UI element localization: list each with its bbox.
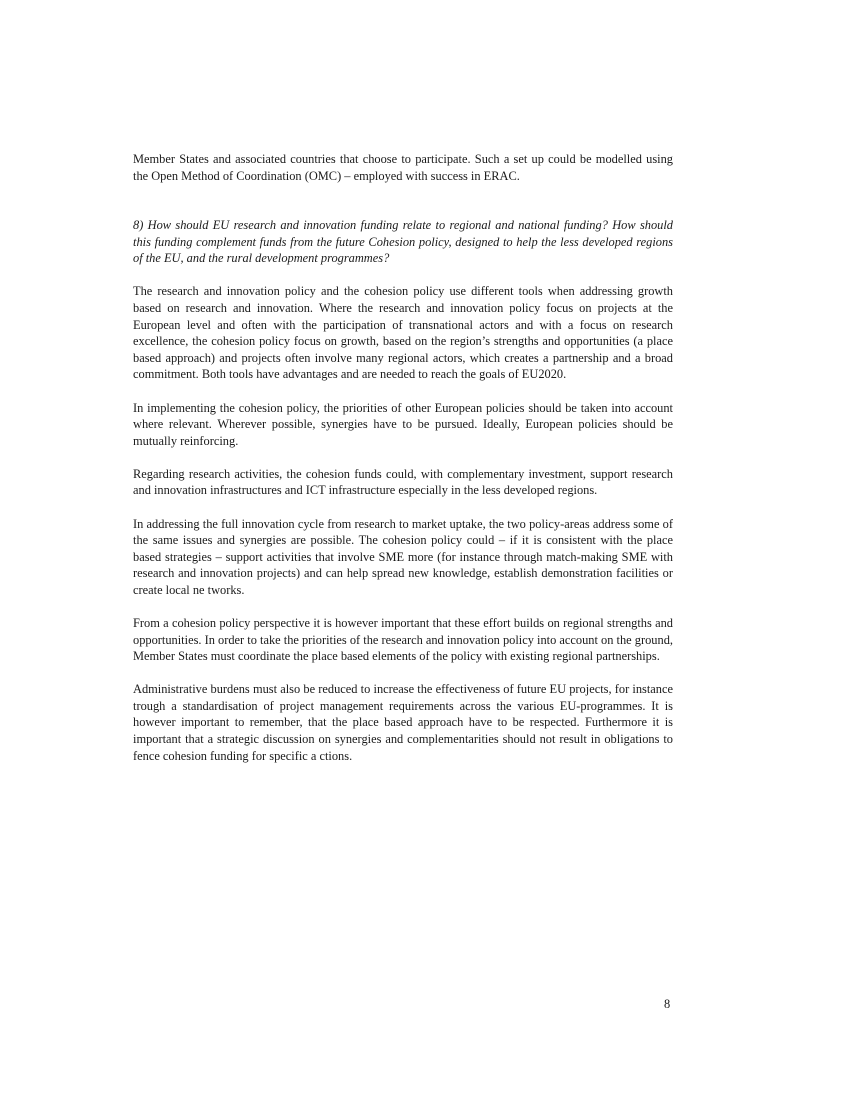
page-number: 8: [664, 997, 671, 1011]
body-paragraph-6: Administrative burdens must also be reduced to increase the effectiveness of future EU projects, for instance trough a standardisation of project management requirements across the various EU-programmes. It is however important to remember, that the place based approach have to be respected. Furthermore it is important that a strategic discussion on synergies and complementarities should not result in obligations to fence cohesion funding for specific a ctions.: [133, 682, 673, 763]
document-page: [133, 151, 673, 781]
body-paragraph-4: In addressing the full innovation cycle from research to market uptake, the two policy-areas address some of the same issues and synergies are possible. The cohesion policy could – if it is consistent with the place based strategies – support activities that involve SME more (for instance through match-making SME with research and innovation projects) and can help spread new knowledge, establish demonstration facilities or create local ne tworks.: [133, 516, 673, 597]
body-paragraph-1: The research and innovation policy and the cohesion policy use different tools when addressing growth based on research and innovation. Where the research and innovation policy focus on projects at the European level and often with the participation of transnational actors and with a focus on research excellence, the cohesion policy focus on growth, based on the region’s strengths and opportunities (a place based approach) and projects often involve many regional actors, which creates a partnership and a broad commitment. Both tools have advantages and are needed to reach the goals of EU2020.: [133, 284, 673, 382]
body-paragraph-3: Regarding research activities, the cohesion funds could, with complementary investment, support research and innovation infrastructures and ICT infrastructure especially in the less developed regions.: [133, 466, 673, 498]
intro-paragraph: Member States and associated countries that choose to participate. Such a set up could be modelled using the Open Method of Coordination (OMC) – employed with success in ERAC.: [133, 152, 673, 183]
body-paragraph-2: In implementing the cohesion policy, the priorities of other European policies should be taken into account where relevant. Wherever possible, synergies have to be pursued. Ideally, European policies should be mutually reinforcing.: [133, 400, 673, 448]
question-heading: 8) How should EU research and innovation funding relate to regional and national funding? How should this funding complement funds from the future Cohesion policy, designed to help the less developed regions of the EU, and the rural development programmes?: [133, 218, 673, 266]
body-paragraph-5: From a cohesion policy perspective it is however important that these effort builds on regional strengths and opportunities. In order to take the priorities of the research and innovation policy into account on the ground, Member States must coordinate the place based elements of the policy with existing regional partnerships.: [133, 615, 673, 664]
